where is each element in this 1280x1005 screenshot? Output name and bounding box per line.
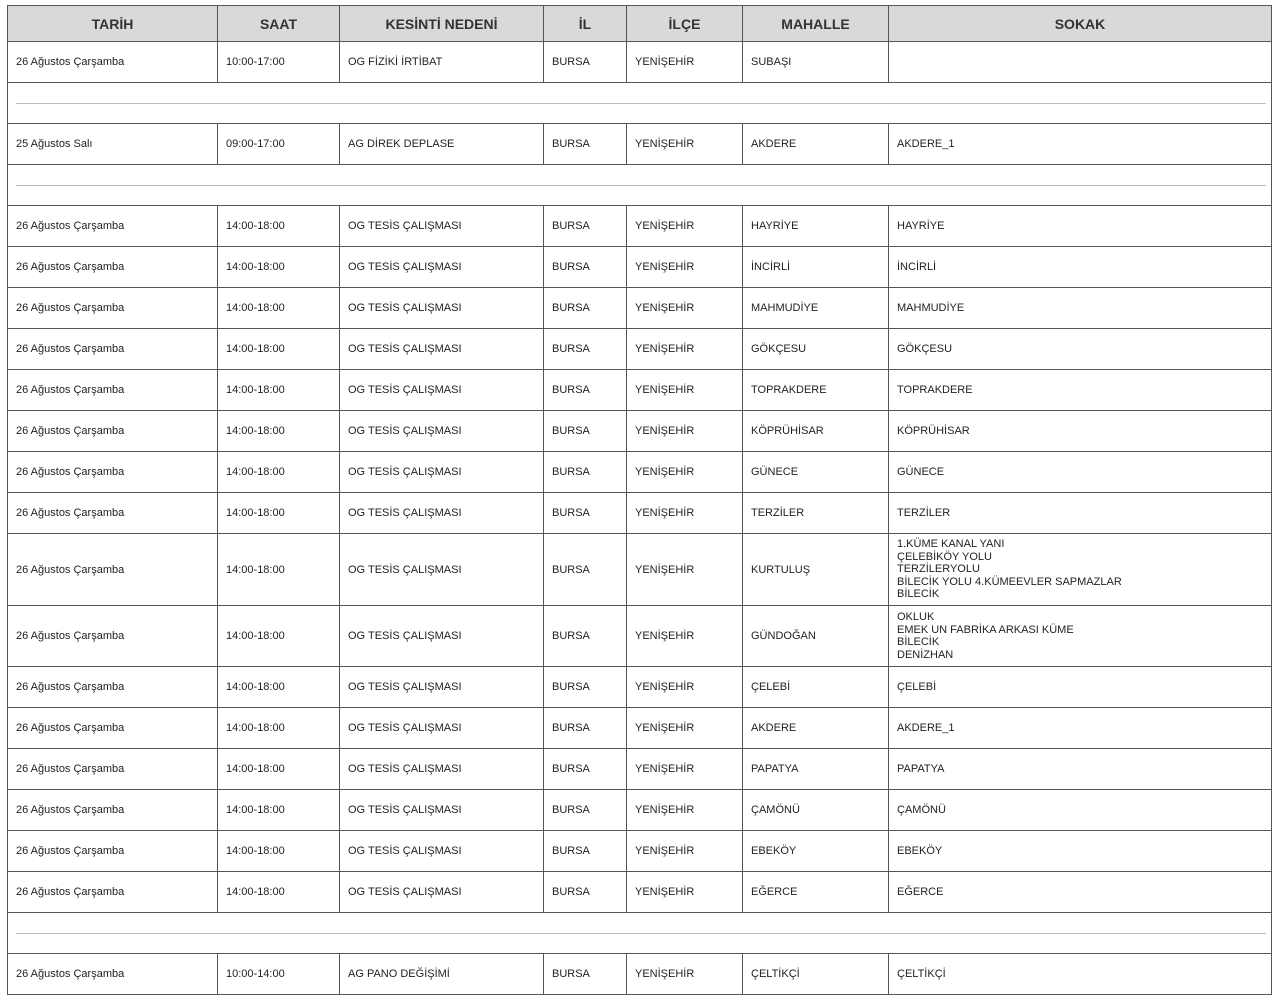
cell-reason: OG TESİS ÇALIŞMASI xyxy=(340,247,544,288)
table-row xyxy=(8,247,1272,288)
cell-mahalle: ÇELEBİ xyxy=(743,667,889,708)
cell-il: BURSA xyxy=(544,667,627,708)
sokak-line: EMEK UN FABRİKA ARKASI KÜME xyxy=(897,623,1074,636)
sokak-line: ÇELEBİ xyxy=(897,681,937,693)
cell-reason: AG PANO DEĞİŞİMİ xyxy=(340,954,544,995)
cell-sokak xyxy=(889,411,1272,452)
cell-sokak xyxy=(889,534,1272,606)
cell-reason: OG TESİS ÇALIŞMASI xyxy=(340,534,544,606)
cell-sokak xyxy=(889,954,1272,995)
cell-sokak xyxy=(889,452,1272,493)
cell-time: 14:00-18:00 xyxy=(218,452,340,493)
cell-reason: OG TESİS ÇALIŞMASI xyxy=(340,667,544,708)
cell-sokak xyxy=(889,606,1272,667)
cell-mahalle: AKDERE xyxy=(743,708,889,749)
sokak-line: DENİZHAN xyxy=(897,648,954,661)
cell-sokak xyxy=(889,206,1272,247)
cell-reason: AG DİREK DEPLASE xyxy=(340,124,544,165)
sokak-line: BİLECİK YOLU 4.KÜMEEVLER SAPMAZLAR xyxy=(897,575,1122,588)
cell-il: BURSA xyxy=(544,247,627,288)
cell-ilce: YENİŞEHİR xyxy=(627,124,743,165)
cell-il: BURSA xyxy=(544,124,627,165)
cell-date: 26 Ağustos Çarşamba xyxy=(8,206,218,247)
sokak-line: PAPATYA xyxy=(897,763,945,775)
header-saat[interactable]: SAAT xyxy=(218,6,340,42)
cell-mahalle: İNCİRLİ xyxy=(743,247,889,288)
cell-ilce: YENİŞEHİR xyxy=(627,452,743,493)
cell-ilce: YENİŞEHİR xyxy=(627,288,743,329)
cell-time: 14:00-18:00 xyxy=(218,606,340,667)
cell-mahalle: GÜNDOĞAN xyxy=(743,606,889,667)
cell-il: BURSA xyxy=(544,411,627,452)
cell-mahalle: TOPRAKDERE xyxy=(743,370,889,411)
cell-reason: OG TESİS ÇALIŞMASI xyxy=(340,206,544,247)
cell-reason: OG TESİS ÇALIŞMASI xyxy=(340,493,544,534)
table-row xyxy=(8,749,1272,790)
cell-date: 26 Ağustos Çarşamba xyxy=(8,452,218,493)
cell-sokak xyxy=(889,749,1272,790)
cell-il: BURSA xyxy=(544,288,627,329)
cell-time: 10:00-17:00 xyxy=(218,42,340,83)
group-separator-cell xyxy=(8,83,1272,124)
cell-il: BURSA xyxy=(544,329,627,370)
cell-mahalle: KÖPRÜHİSAR xyxy=(743,411,889,452)
table-row xyxy=(8,124,1272,165)
cell-mahalle: ÇAMÖNÜ xyxy=(743,790,889,831)
table-row xyxy=(8,493,1272,534)
cell-mahalle: HAYRİYE xyxy=(743,206,889,247)
cell-reason: OG TESİS ÇALIŞMASI xyxy=(340,452,544,493)
cell-reason: OG TESİS ÇALIŞMASI xyxy=(340,370,544,411)
cell-reason: OG FİZİKİ İRTİBAT xyxy=(340,42,544,83)
sokak-line: EBEKÖY xyxy=(897,845,943,857)
cell-reason: OG TESİS ÇALIŞMASI xyxy=(340,288,544,329)
cell-mahalle: EBEKÖY xyxy=(743,831,889,872)
cell-time: 09:00-17:00 xyxy=(218,124,340,165)
cell-sokak xyxy=(889,667,1272,708)
cell-ilce: YENİŞEHİR xyxy=(627,493,743,534)
cell-mahalle: SUBAŞI xyxy=(743,42,889,83)
group-separator-cell xyxy=(8,165,1272,206)
group-separator-row xyxy=(8,165,1272,206)
cell-mahalle: EĞERCE xyxy=(743,872,889,913)
header-sokak[interactable]: SOKAK xyxy=(889,6,1272,42)
cell-ilce: YENİŞEHİR xyxy=(627,708,743,749)
table-row xyxy=(8,329,1272,370)
cell-time: 10:00-14:00 xyxy=(218,954,340,995)
table-row xyxy=(8,370,1272,411)
cell-reason: OG TESİS ÇALIŞMASI xyxy=(340,831,544,872)
sokak-line: İNCİRLİ xyxy=(897,261,937,273)
cell-ilce: YENİŞEHİR xyxy=(627,831,743,872)
cell-il: BURSA xyxy=(544,206,627,247)
cell-reason: OG TESİS ÇALIŞMASI xyxy=(340,708,544,749)
cell-mahalle: MAHMUDİYE xyxy=(743,288,889,329)
cell-date: 26 Ağustos Çarşamba xyxy=(8,831,218,872)
cell-il: BURSA xyxy=(544,708,627,749)
cell-date: 26 Ağustos Çarşamba xyxy=(8,667,218,708)
cell-time: 14:00-18:00 xyxy=(218,329,340,370)
cell-mahalle: AKDERE xyxy=(743,124,889,165)
cell-mahalle: PAPATYA xyxy=(743,749,889,790)
cell-date: 26 Ağustos Çarşamba xyxy=(8,493,218,534)
cell-il: BURSA xyxy=(544,790,627,831)
table-row xyxy=(8,872,1272,913)
sokak-line: GÜNECE xyxy=(897,466,945,478)
table-row xyxy=(8,667,1272,708)
cell-date: 26 Ağustos Çarşamba xyxy=(8,708,218,749)
cell-reason: OG TESİS ÇALIŞMASI xyxy=(340,749,544,790)
cell-sokak xyxy=(889,790,1272,831)
cell-time: 14:00-18:00 xyxy=(218,749,340,790)
table-header-row xyxy=(8,6,1272,42)
group-separator-row xyxy=(8,83,1272,124)
group-separator-row xyxy=(8,913,1272,954)
cell-time: 14:00-18:00 xyxy=(218,411,340,452)
cell-time: 14:00-18:00 xyxy=(218,493,340,534)
sokak-line: KÖPRÜHİSAR xyxy=(897,425,970,437)
cell-sokak xyxy=(889,493,1272,534)
cell-il: BURSA xyxy=(544,749,627,790)
table-row xyxy=(8,452,1272,493)
cell-ilce: YENİŞEHİR xyxy=(627,954,743,995)
cell-ilce: YENİŞEHİR xyxy=(627,534,743,606)
cell-time: 14:00-18:00 xyxy=(218,790,340,831)
cell-time: 14:00-18:00 xyxy=(218,872,340,913)
cell-date: 25 Ağustos Salı xyxy=(8,124,218,165)
header-ilce[interactable]: İLÇE xyxy=(627,6,743,42)
cell-date: 26 Ağustos Çarşamba xyxy=(8,370,218,411)
sokak-line: BİLECİK xyxy=(897,588,940,601)
cell-sokak xyxy=(889,329,1272,370)
cell-date: 26 Ağustos Çarşamba xyxy=(8,606,218,667)
cell-il: BURSA xyxy=(544,831,627,872)
cell-date: 26 Ağustos Çarşamba xyxy=(8,954,218,995)
cell-reason: OG TESİS ÇALIŞMASI xyxy=(340,411,544,452)
header-tarih[interactable]: TARİH xyxy=(8,6,218,42)
outage-table xyxy=(7,5,1272,995)
cell-time: 14:00-18:00 xyxy=(218,534,340,606)
table-row xyxy=(8,708,1272,749)
cell-ilce: YENİŞEHİR xyxy=(627,667,743,708)
cell-sokak xyxy=(889,288,1272,329)
table-row xyxy=(8,790,1272,831)
header-mahalle[interactable]: MAHALLE xyxy=(743,6,889,42)
separator-rule xyxy=(16,103,1266,104)
cell-time: 14:00-18:00 xyxy=(218,206,340,247)
cell-il: BURSA xyxy=(544,452,627,493)
cell-ilce: YENİŞEHİR xyxy=(627,606,743,667)
sokak-line: ÇELTİKÇİ xyxy=(897,968,946,980)
table-row xyxy=(8,42,1272,83)
cell-reason: OG TESİS ÇALIŞMASI xyxy=(340,872,544,913)
cell-date: 26 Ağustos Çarşamba xyxy=(8,749,218,790)
cell-time: 14:00-18:00 xyxy=(218,370,340,411)
table-row xyxy=(8,606,1272,667)
sokak-line: EĞERCE xyxy=(897,886,944,898)
cell-date: 26 Ağustos Çarşamba xyxy=(8,42,218,83)
cell-date: 26 Ağustos Çarşamba xyxy=(8,288,218,329)
sokak-line: HAYRİYE xyxy=(897,220,945,232)
cell-il: BURSA xyxy=(544,370,627,411)
cell-ilce: YENİŞEHİR xyxy=(627,247,743,288)
table-row xyxy=(8,288,1272,329)
cell-time: 14:00-18:00 xyxy=(218,667,340,708)
cell-date: 26 Ağustos Çarşamba xyxy=(8,790,218,831)
cell-il: BURSA xyxy=(544,954,627,995)
separator-rule xyxy=(16,933,1266,934)
cell-date: 26 Ağustos Çarşamba xyxy=(8,872,218,913)
cell-sokak xyxy=(889,42,1272,83)
cell-ilce: YENİŞEHİR xyxy=(627,872,743,913)
cell-sokak xyxy=(889,124,1272,165)
table-body xyxy=(8,42,1272,995)
separator-rule xyxy=(16,185,1266,186)
header-il[interactable]: İL xyxy=(544,6,627,42)
cell-ilce: YENİŞEHİR xyxy=(627,749,743,790)
table-row xyxy=(8,534,1272,606)
sokak-line: TERZİLER xyxy=(897,507,951,519)
cell-ilce: YENİŞEHİR xyxy=(627,42,743,83)
cell-sokak xyxy=(889,247,1272,288)
sokak-line: ÇAMÖNÜ xyxy=(897,804,946,816)
cell-date: 26 Ağustos Çarşamba xyxy=(8,534,218,606)
cell-reason: OG TESİS ÇALIŞMASI xyxy=(340,790,544,831)
sokak-line: BİLECİK xyxy=(897,636,940,648)
cell-ilce: YENİŞEHİR xyxy=(627,206,743,247)
cell-mahalle: GÜNECE xyxy=(743,452,889,493)
cell-ilce: YENİŞEHİR xyxy=(627,329,743,370)
cell-time: 14:00-18:00 xyxy=(218,288,340,329)
sokak-line: 1.KÜME KANAL YANI xyxy=(897,538,1005,551)
cell-time: 14:00-18:00 xyxy=(218,708,340,749)
cell-reason: OG TESİS ÇALIŞMASI xyxy=(340,329,544,370)
cell-mahalle: ÇELTİKÇİ xyxy=(743,954,889,995)
cell-time: 14:00-18:00 xyxy=(218,831,340,872)
sokak-line: AKDERE_1 xyxy=(897,722,955,734)
cell-date: 26 Ağustos Çarşamba xyxy=(8,329,218,370)
cell-date: 26 Ağustos Çarşamba xyxy=(8,247,218,288)
sokak-line: GÖKÇESU xyxy=(897,343,953,355)
sokak-line: TOPRAKDERE xyxy=(897,384,973,396)
cell-sokak xyxy=(889,831,1272,872)
sokak-line: ÇELEBİKÖY YOLU xyxy=(897,550,992,563)
cell-time: 14:00-18:00 xyxy=(218,247,340,288)
table-row xyxy=(8,831,1272,872)
table-row xyxy=(8,206,1272,247)
cell-date: 26 Ağustos Çarşamba xyxy=(8,411,218,452)
table-row xyxy=(8,411,1272,452)
cell-sokak xyxy=(889,872,1272,913)
cell-il: BURSA xyxy=(544,493,627,534)
header-kesinti-nedeni[interactable]: KESİNTİ NEDENİ xyxy=(340,6,544,42)
cell-mahalle: TERZİLER xyxy=(743,493,889,534)
cell-sokak xyxy=(889,708,1272,749)
cell-mahalle: GÖKÇESU xyxy=(743,329,889,370)
cell-ilce: YENİŞEHİR xyxy=(627,411,743,452)
cell-il: BURSA xyxy=(544,42,627,83)
cell-il: BURSA xyxy=(544,606,627,667)
sokak-line: AKDERE_1 xyxy=(897,138,955,150)
sokak-line: TERZİLERYOLU xyxy=(897,563,980,576)
cell-reason: OG TESİS ÇALIŞMASI xyxy=(340,606,544,667)
cell-ilce: YENİŞEHİR xyxy=(627,370,743,411)
cell-sokak xyxy=(889,370,1272,411)
sokak-line: OKLUK xyxy=(897,611,935,623)
sokak-line: MAHMUDİYE xyxy=(897,302,965,314)
cell-il: BURSA xyxy=(544,872,627,913)
cell-mahalle: KURTULUŞ xyxy=(743,534,889,606)
cell-il: BURSA xyxy=(544,534,627,606)
cell-ilce: YENİŞEHİR xyxy=(627,790,743,831)
group-separator-cell xyxy=(8,913,1272,954)
table-row xyxy=(8,954,1272,995)
